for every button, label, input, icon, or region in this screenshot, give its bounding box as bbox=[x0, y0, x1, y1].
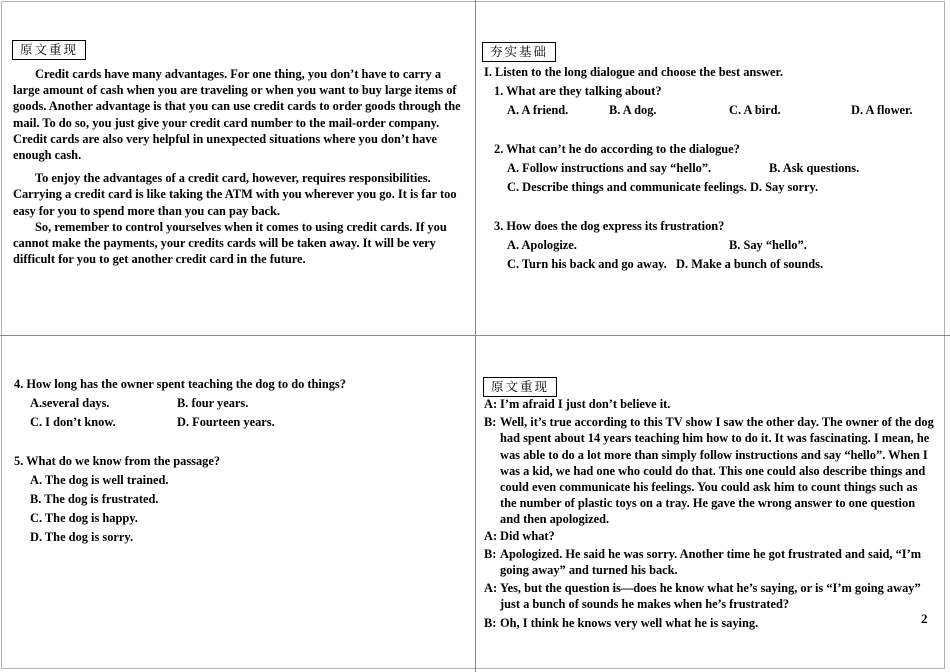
q5-option-a: A. The dog is well trained. bbox=[30, 473, 169, 487]
q4-option-b: B. four years. bbox=[177, 396, 249, 410]
q4-option-a: A.several days. bbox=[30, 396, 110, 410]
turn-text: Apologized. He said he was sorry. Another time he got frustrated and said, “I’m going away” and turned his back. bbox=[500, 546, 922, 578]
q1-option-b: B. A dog. bbox=[609, 103, 657, 117]
panel1-tag: 原文重现 bbox=[12, 40, 86, 60]
dialogue-turn bbox=[484, 546, 936, 578]
passage-paragraph-3: So, remember to control yourselves when it comes to using credit cards. If you cannot make the payments, your credits cards will be taken away. It will be very difficult for you to get another credit card in the future. bbox=[13, 219, 447, 267]
dialogue-turn bbox=[484, 414, 936, 527]
question-2: 2. What can’t he do according to the dialogue? bbox=[494, 142, 740, 156]
q3-options-c-d: C. Turn his back and go away. D. Make a bunch of sounds. bbox=[507, 257, 824, 271]
dialogue-turn bbox=[484, 615, 936, 631]
passage-paragraph-1: Credit cards have many advantages. For one thing, you don’t have to carry a large amount of cash when you are traveling or when you want to buy large items of goods. Another advantage is that you can use credit cards to order goods through the mail. To do so, you just give your credit card number to the mail-order company. Credit cards are also very helpful in unexpected situations where you don’t have enough cash. bbox=[13, 67, 461, 163]
question-1: 1. What are they talking about? bbox=[494, 84, 662, 98]
horizontal-divider bbox=[0, 335, 950, 336]
speaker-label: A: bbox=[484, 528, 498, 543]
page-number: 2 bbox=[921, 611, 928, 626]
q4-option-d: D. Fourteen years. bbox=[177, 415, 275, 429]
speaker-label: A: bbox=[484, 581, 498, 596]
q4-option-c: C. I don’t know. bbox=[30, 415, 116, 429]
turn-text: Did what? bbox=[500, 528, 555, 543]
instruction-text: I. Listen to the long dialogue and choose the best answer. bbox=[484, 65, 784, 79]
q5-option-c: C. The dog is happy. bbox=[30, 511, 138, 525]
speaker-label: B: bbox=[484, 415, 497, 430]
q1-option-c: C. A bird. bbox=[729, 103, 781, 117]
turn-text: Well, it’s true according to this TV show I saw the other day. The owner of the dog had spent about 14 years teaching him how to do it. It was fascinating. I mean, he was able to do a lot more than simply follow instructions and say “hello”. When I was a kid, we had one who could do that. This one could also describe things and could even communicate his feelings. You could ask him to count things such as the number of plastic toys on a tray. He gave the wrong answer to one question and then apologized. bbox=[500, 415, 934, 527]
panel2-tag: 夯实基础 bbox=[482, 42, 556, 62]
question-3: 3. How does the dog express its frustration? bbox=[494, 219, 725, 233]
question-4: 4. How long has the owner spent teaching the dog to do things? bbox=[14, 377, 346, 391]
dialogue-turn bbox=[484, 580, 936, 612]
dialogue-turn bbox=[484, 396, 936, 412]
speaker-label: B: bbox=[484, 615, 497, 630]
vertical-divider bbox=[475, 0, 476, 672]
q2-option-b: B. Ask questions. bbox=[769, 161, 860, 175]
panel4-tag: 原文重现 bbox=[483, 377, 557, 397]
dialogue-transcript bbox=[484, 396, 936, 631]
q3-option-b: B. Say “hello”. bbox=[729, 238, 807, 252]
q1-option-a: A. A friend. bbox=[507, 103, 569, 117]
q2-option-a: A. Follow instructions and say “hello”. bbox=[507, 161, 712, 175]
passage-paragraph-2: To enjoy the advantages of a credit card, however, requires responsibilities. Carrying a credit card is like taking the ATM with you wherever you go. It is far too easy for you to spend more than you can pay back. bbox=[13, 171, 457, 218]
q5-option-d: D. The dog is sorry. bbox=[30, 530, 134, 544]
speaker-label: B: bbox=[484, 546, 497, 561]
q1-option-d: D. A flower. bbox=[851, 103, 913, 117]
speaker-label: A: bbox=[484, 397, 498, 411]
q5-option-b: B. The dog is frustrated. bbox=[30, 492, 159, 506]
turn-text: Yes, but the question is—does he know what he’s saying, or is “I’m going away” just a bunch of sounds he makes when he’s frustrated? bbox=[500, 581, 921, 612]
turn-text: I’m afraid I just don’t believe it. bbox=[500, 397, 671, 411]
panel1-passage bbox=[13, 66, 465, 267]
q3-option-a: A. Apologize. bbox=[507, 238, 577, 252]
dialogue-turn bbox=[484, 528, 936, 544]
q2-options-c-d: C. Describe things and communicate feelings. D. Say sorry. bbox=[507, 180, 819, 194]
question-5: 5. What do we know from the passage? bbox=[14, 454, 221, 468]
turn-text: Oh, I think he knows very well what he is saying. bbox=[500, 615, 759, 630]
